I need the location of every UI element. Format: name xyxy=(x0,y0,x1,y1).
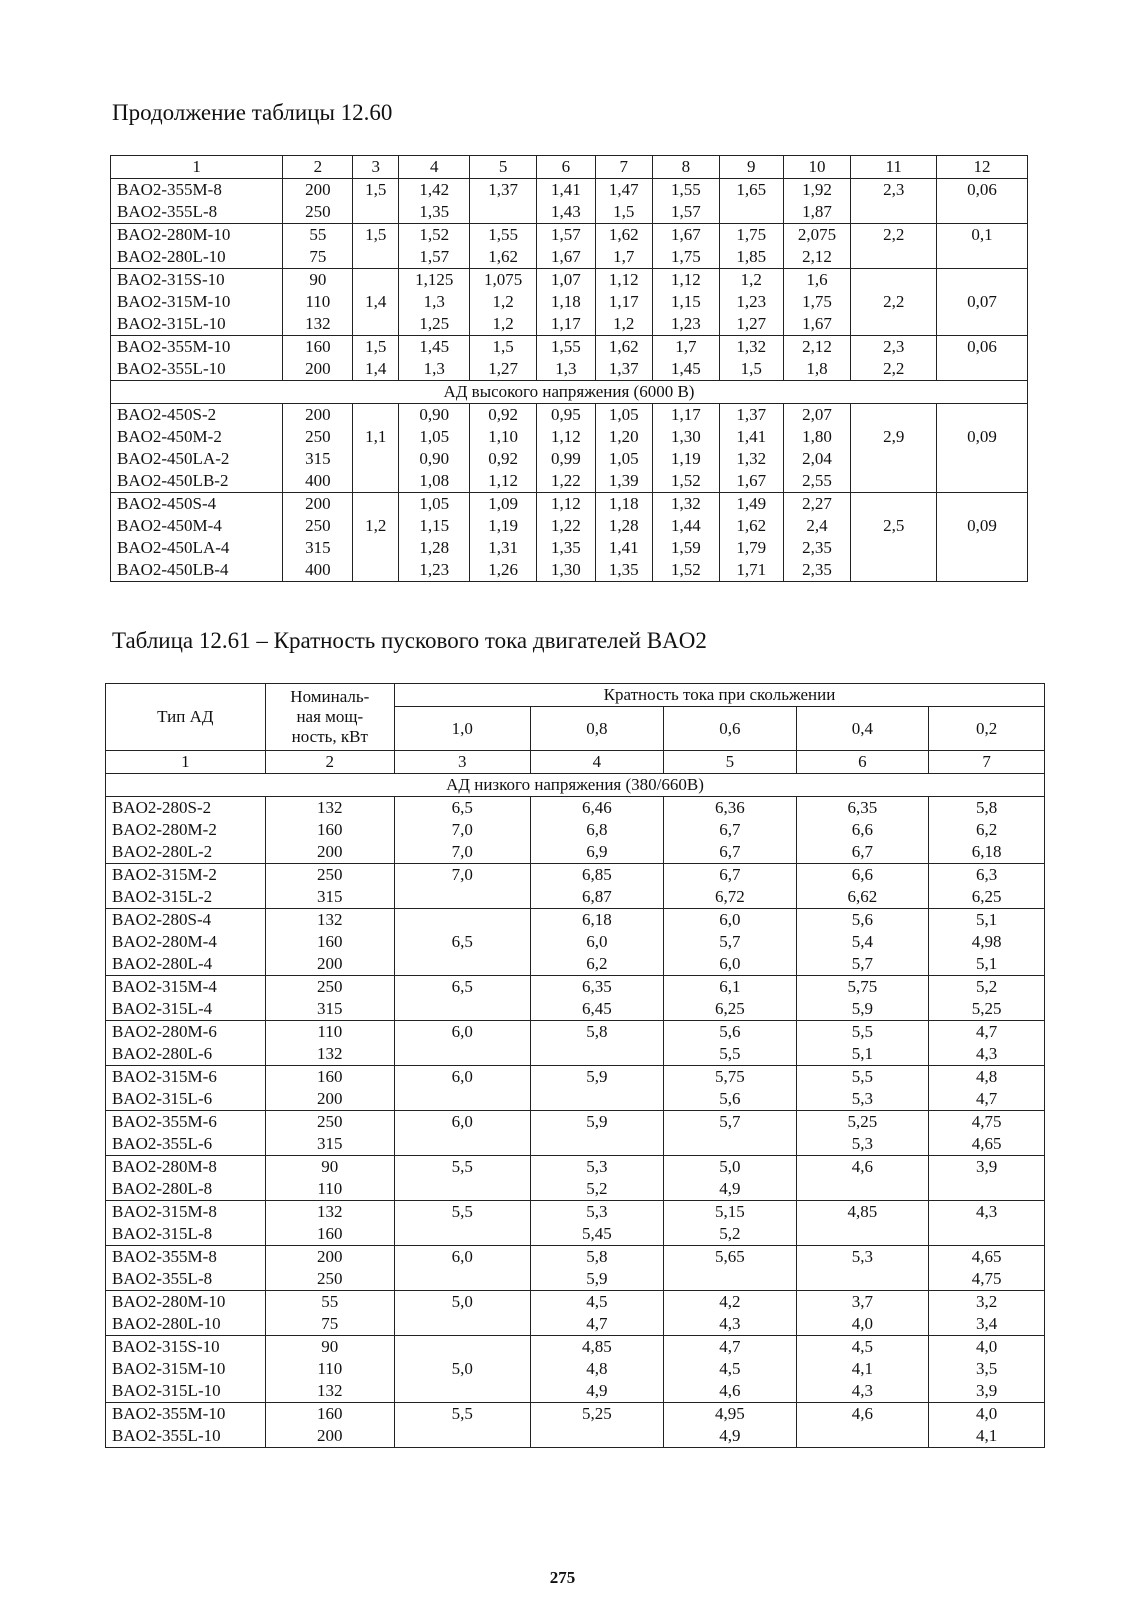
motor-type-cell: BAO2-315M-2 BAO2-315L-2 xyxy=(106,864,266,909)
value-cell: 1,67 1,75 xyxy=(653,224,720,269)
value-cell: 4,0 4,1 xyxy=(929,1403,1045,1448)
value-cell: 3,9 xyxy=(929,1156,1045,1201)
motor-type-cell: BAO2-280M-10 BAO2-280L-10 xyxy=(111,224,283,269)
value-cell: 5,75 5,9 xyxy=(796,976,929,1021)
value-cell: 1,55 1,3 xyxy=(537,336,595,381)
value-cell: 6,0 xyxy=(394,1111,530,1156)
column-number: 12 xyxy=(937,156,1028,179)
value-cell: 6,1 6,25 xyxy=(664,976,797,1021)
slip-header: 0,8 xyxy=(530,707,664,751)
table-row xyxy=(111,224,1028,269)
value-cell: 1,12 1,22 1,35 1,30 xyxy=(537,493,595,582)
column-number: 5 xyxy=(470,156,537,179)
column-number: 7 xyxy=(595,156,652,179)
table-row xyxy=(111,493,1028,582)
value-cell: 1,05 1,15 1,28 1,23 xyxy=(399,493,470,582)
value-cell: 1,55 1,57 xyxy=(653,179,720,224)
column-number: 1 xyxy=(106,751,266,774)
value-cell: 4,85 4,8 4,9 xyxy=(530,1336,664,1403)
value-cell: 2,3 2,2 xyxy=(851,336,937,381)
value-cell: 2,5 xyxy=(851,493,937,582)
value-cell: 5,5 5,1 xyxy=(796,1021,929,1066)
value-cell: 2,2 xyxy=(851,269,937,336)
value-cell: 160 200 xyxy=(265,1403,394,1448)
value-cell: 2,12 1,8 xyxy=(783,336,851,381)
value-cell: 0,09 xyxy=(937,404,1028,493)
table-row xyxy=(111,404,1028,493)
value-cell: 200 250 xyxy=(283,179,353,224)
value-cell: 4,3 xyxy=(929,1201,1045,1246)
value-cell: 4,95 4,9 xyxy=(664,1403,797,1448)
header-power: Номиналь- ная мощ- ность, кВт xyxy=(265,684,394,751)
value-cell: 1,37 1,41 1,32 1,67 xyxy=(719,404,783,493)
table-row xyxy=(106,864,1045,909)
value-cell: 6,0 xyxy=(394,1021,530,1066)
value-cell: 5,1 4,98 5,1 xyxy=(929,909,1045,976)
motor-type-cell: BAO2-355M-8 BAO2-355L-8 xyxy=(106,1246,266,1291)
value-cell: 3,2 3,4 xyxy=(929,1291,1045,1336)
motor-type-cell: BAO2-315M-4 BAO2-315L-4 xyxy=(106,976,266,1021)
value-cell: 1,6 1,75 1,67 xyxy=(783,269,851,336)
value-cell: 4,7 4,5 4,6 xyxy=(664,1336,797,1403)
value-cell: 1,47 1,5 xyxy=(595,179,652,224)
column-number: 2 xyxy=(265,751,394,774)
section-high-voltage: АД высокого напряжения (6000 В) xyxy=(111,381,1028,404)
motor-type-cell: BAO2-280S-4 BAO2-280M-4 BAO2-280L-4 xyxy=(106,909,266,976)
column-number: 3 xyxy=(394,751,530,774)
value-cell: 4,5 4,1 4,3 xyxy=(796,1336,929,1403)
value-cell: 6,5 xyxy=(394,976,530,1021)
table-12-60-continuation xyxy=(110,155,1028,582)
value-cell: 200 250 315 400 xyxy=(283,493,353,582)
slip-header: 0,6 xyxy=(664,707,797,751)
value-cell: 4,7 4,3 xyxy=(929,1021,1045,1066)
value-cell: 6,6 6,62 xyxy=(796,864,929,909)
value-cell: 110 132 xyxy=(265,1021,394,1066)
value-cell: 200 250 xyxy=(265,1246,394,1291)
value-cell: 2,2 xyxy=(851,224,937,269)
table-row xyxy=(111,269,1028,336)
motor-type-cell: BAO2-355M-10 BAO2-355L-10 xyxy=(106,1403,266,1448)
table-12-61-caption: Таблица 12.61 – Кратность пускового тока двигателей BAO2 xyxy=(112,628,707,653)
value-cell: 1,42 1,35 xyxy=(399,179,470,224)
column-number: 9 xyxy=(719,156,783,179)
value-cell: 1,7 1,45 xyxy=(653,336,720,381)
table-row xyxy=(106,1403,1045,1448)
table-row xyxy=(106,1066,1045,1111)
value-cell: 0,06 xyxy=(937,336,1028,381)
value-cell: 0,06 xyxy=(937,179,1028,224)
value-cell: 0,95 1,12 0,99 1,22 xyxy=(537,404,595,493)
motor-type-cell: BAO2-450S-4 BAO2-450M-4 BAO2-450LA-4 BAO2-450LB-4 xyxy=(111,493,283,582)
table-row xyxy=(106,1201,1045,1246)
value-cell: 5,15 5,2 xyxy=(664,1201,797,1246)
value-cell: 132 160 200 xyxy=(265,797,394,864)
value-cell: 1,52 1,57 xyxy=(399,224,470,269)
value-cell: 5,65 xyxy=(664,1246,797,1291)
table-row xyxy=(106,1021,1045,1066)
value-cell: 1,62 1,7 xyxy=(595,224,652,269)
header-ratio: Кратность тока при скольжении xyxy=(394,684,1044,707)
column-number: 7 xyxy=(929,751,1045,774)
column-number: 1 xyxy=(111,156,283,179)
table-row xyxy=(106,1111,1045,1156)
value-cell: 5,8 5,9 xyxy=(530,1246,664,1291)
value-cell: 0,90 1,05 0,90 1,08 xyxy=(399,404,470,493)
value-cell: 5,9 xyxy=(530,1066,664,1111)
value-cell: 6,3 6,25 xyxy=(929,864,1045,909)
value-cell: 5,5 xyxy=(394,1403,530,1448)
value-cell: 200 250 315 400 xyxy=(283,404,353,493)
value-cell: 1,55 1,62 xyxy=(470,224,537,269)
value-cell: 4,2 4,3 xyxy=(664,1291,797,1336)
value-cell: 1,12 1,15 1,23 xyxy=(653,269,720,336)
column-number: 8 xyxy=(653,156,720,179)
page-number: 275 xyxy=(549,1568,576,1587)
value-cell: 4,6 xyxy=(796,1156,929,1201)
value-cell: 5,0 4,9 xyxy=(664,1156,797,1201)
value-cell: 132 160 200 xyxy=(265,909,394,976)
value-cell: 4,8 4,7 xyxy=(929,1066,1045,1111)
value-cell: 0,09 xyxy=(937,493,1028,582)
value-cell: 3,7 4,0 xyxy=(796,1291,929,1336)
value-cell: 6,18 6,0 6,2 xyxy=(530,909,664,976)
value-cell: 6,5 7,0 7,0 xyxy=(394,797,530,864)
motor-type-cell: BAO2-355M-8 BAO2-355L-8 xyxy=(111,179,283,224)
value-cell: 160 200 xyxy=(283,336,353,381)
value-cell: 5,3 5,2 xyxy=(530,1156,664,1201)
value-cell: 6,35 6,6 6,7 xyxy=(796,797,929,864)
column-number: 5 xyxy=(664,751,797,774)
column-number: 6 xyxy=(537,156,595,179)
value-cell: 1,1 xyxy=(353,404,399,493)
motor-type-cell: BAO2-280M-8 BAO2-280L-8 xyxy=(106,1156,266,1201)
value-cell: 5,6 5,5 xyxy=(664,1021,797,1066)
value-cell: 1,49 1,62 1,79 1,71 xyxy=(719,493,783,582)
motor-type-cell: BAO2-280S-2 BAO2-280M-2 BAO2-280L-2 xyxy=(106,797,266,864)
column-number: 3 xyxy=(353,156,399,179)
value-cell: 4,5 4,7 xyxy=(530,1291,664,1336)
value-cell: 6,0 5,7 6,0 xyxy=(664,909,797,976)
value-cell: 6,85 6,87 xyxy=(530,864,664,909)
table-row xyxy=(106,976,1045,1021)
table-row xyxy=(106,1246,1045,1291)
value-cell: 1,41 1,43 xyxy=(537,179,595,224)
motor-type-cell: BAO2-315S-10 BAO2-315M-10 BAO2-315L-10 xyxy=(111,269,283,336)
value-cell: 0,07 xyxy=(937,269,1028,336)
value-cell: 1,62 1,37 xyxy=(595,336,652,381)
value-cell: 132 160 xyxy=(265,1201,394,1246)
value-cell: 5,0 xyxy=(394,1291,530,1336)
value-cell: 1,75 1,85 xyxy=(719,224,783,269)
value-cell: 5,7 xyxy=(664,1111,797,1156)
value-cell: 1,5 1,4 xyxy=(353,336,399,381)
value-cell: 1,075 1,2 1,2 xyxy=(470,269,537,336)
value-cell: 1,2 1,23 1,27 xyxy=(719,269,783,336)
value-cell: 1,57 1,67 xyxy=(537,224,595,269)
value-cell: 2,3 xyxy=(851,179,937,224)
motor-type-cell: BAO2-315M-6 BAO2-315L-6 xyxy=(106,1066,266,1111)
column-number: 4 xyxy=(530,751,664,774)
value-cell: 5,8 xyxy=(530,1021,664,1066)
motor-type-cell: BAO2-315M-8 BAO2-315L-8 xyxy=(106,1201,266,1246)
value-cell: 5,0 xyxy=(394,1336,530,1403)
motor-type-cell: BAO2-355M-6 BAO2-355L-6 xyxy=(106,1111,266,1156)
table-row xyxy=(106,909,1045,976)
value-cell: 1,92 1,87 xyxy=(783,179,851,224)
value-cell: 5,5 xyxy=(394,1201,530,1246)
value-cell: 55 75 xyxy=(265,1291,394,1336)
table-12-60-caption: Продолжение таблицы 12.60 xyxy=(112,100,393,125)
motor-type-cell: BAO2-280M-10 BAO2-280L-10 xyxy=(106,1291,266,1336)
value-cell: 5,6 5,4 5,7 xyxy=(796,909,929,976)
value-cell: 0,92 1,10 0,92 1,12 xyxy=(470,404,537,493)
value-cell: 5,2 5,25 xyxy=(929,976,1045,1021)
value-cell: 1,07 1,18 1,17 xyxy=(537,269,595,336)
value-cell: 1,37 xyxy=(470,179,537,224)
value-cell: 1,4 xyxy=(353,269,399,336)
value-cell: 6,0 xyxy=(394,1246,530,1291)
value-cell: 250 315 xyxy=(265,864,394,909)
value-cell: 1,5 xyxy=(353,224,399,269)
value-cell: 2,27 2,4 2,35 2,35 xyxy=(783,493,851,582)
table-row xyxy=(106,1156,1045,1201)
value-cell: 6,35 6,45 xyxy=(530,976,664,1021)
value-cell: 250 315 xyxy=(265,976,394,1021)
slip-header: 0,4 xyxy=(796,707,929,751)
header-type: Тип АД xyxy=(106,684,266,751)
column-number: 11 xyxy=(851,156,937,179)
value-cell: 7,0 xyxy=(394,864,530,909)
value-cell: 1,18 1,28 1,41 1,35 xyxy=(595,493,652,582)
table-12-61 xyxy=(105,683,1045,1448)
value-cell: 1,32 1,5 xyxy=(719,336,783,381)
value-cell: 250 315 xyxy=(265,1111,394,1156)
value-cell: 4,65 4,75 xyxy=(929,1246,1045,1291)
slip-header: 0,2 xyxy=(929,707,1045,751)
value-cell: 2,9 xyxy=(851,404,937,493)
column-number: 2 xyxy=(283,156,353,179)
value-cell: 6,5 xyxy=(394,909,530,976)
value-cell: 5,5 5,3 xyxy=(796,1066,929,1111)
motor-type-cell: BAO2-280M-6 BAO2-280L-6 xyxy=(106,1021,266,1066)
value-cell: 1,12 1,17 1,2 xyxy=(595,269,652,336)
motor-type-cell: BAO2-355M-10 BAO2-355L-10 xyxy=(111,336,283,381)
value-cell: 1,125 1,3 1,25 xyxy=(399,269,470,336)
value-cell: 5,25 5,3 xyxy=(796,1111,929,1156)
value-cell: 5,3 xyxy=(796,1246,929,1291)
value-cell: 90 110 132 xyxy=(265,1336,394,1403)
slip-header: 1,0 xyxy=(394,707,530,751)
value-cell: 1,45 1,3 xyxy=(399,336,470,381)
motor-type-cell: BAO2-315S-10 BAO2-315M-10 BAO2-315L-10 xyxy=(106,1336,266,1403)
value-cell: 4,6 xyxy=(796,1403,929,1448)
table-row xyxy=(111,336,1028,381)
value-cell: 55 75 xyxy=(283,224,353,269)
value-cell: 1,2 xyxy=(353,493,399,582)
value-cell: 90 110 132 xyxy=(283,269,353,336)
value-cell: 5,25 xyxy=(530,1403,664,1448)
table-row xyxy=(106,1291,1045,1336)
value-cell: 5,9 xyxy=(530,1111,664,1156)
motor-type-cell: BAO2-450S-2 BAO2-450M-2 BAO2-450LA-2 BAO2-450LB-2 xyxy=(111,404,283,493)
value-cell: 4,85 xyxy=(796,1201,929,1246)
value-cell: 1,17 1,30 1,19 1,52 xyxy=(653,404,720,493)
table-row xyxy=(111,179,1028,224)
value-cell: 4,75 4,65 xyxy=(929,1111,1045,1156)
value-cell: 2,07 1,80 2,04 2,55 xyxy=(783,404,851,493)
value-cell: 4,0 3,5 3,9 xyxy=(929,1336,1045,1403)
table-row xyxy=(106,1336,1045,1403)
section-low-voltage: АД низкого напряжения (380/660В) xyxy=(106,774,1045,797)
value-cell: 6,46 6,8 6,9 xyxy=(530,797,664,864)
value-cell: 1,05 1,20 1,05 1,39 xyxy=(595,404,652,493)
value-cell: 1,5 1,27 xyxy=(470,336,537,381)
value-cell: 5,8 6,2 6,18 xyxy=(929,797,1045,864)
column-number: 10 xyxy=(783,156,851,179)
value-cell: 5,75 5,6 xyxy=(664,1066,797,1111)
value-cell: 5,3 5,45 xyxy=(530,1201,664,1246)
table-row xyxy=(106,797,1045,864)
value-cell: 2,075 2,12 xyxy=(783,224,851,269)
value-cell: 0,1 xyxy=(937,224,1028,269)
value-cell: 5,5 xyxy=(394,1156,530,1201)
value-cell: 6,36 6,7 6,7 xyxy=(664,797,797,864)
value-cell: 1,65 xyxy=(719,179,783,224)
value-cell: 6,0 xyxy=(394,1066,530,1111)
column-number: 6 xyxy=(796,751,929,774)
value-cell: 1,32 1,44 1,59 1,52 xyxy=(653,493,720,582)
value-cell: 1,09 1,19 1,31 1,26 xyxy=(470,493,537,582)
column-number: 4 xyxy=(399,156,470,179)
value-cell: 1,5 xyxy=(353,179,399,224)
value-cell: 160 200 xyxy=(265,1066,394,1111)
value-cell: 6,7 6,72 xyxy=(664,864,797,909)
value-cell: 90 110 xyxy=(265,1156,394,1201)
